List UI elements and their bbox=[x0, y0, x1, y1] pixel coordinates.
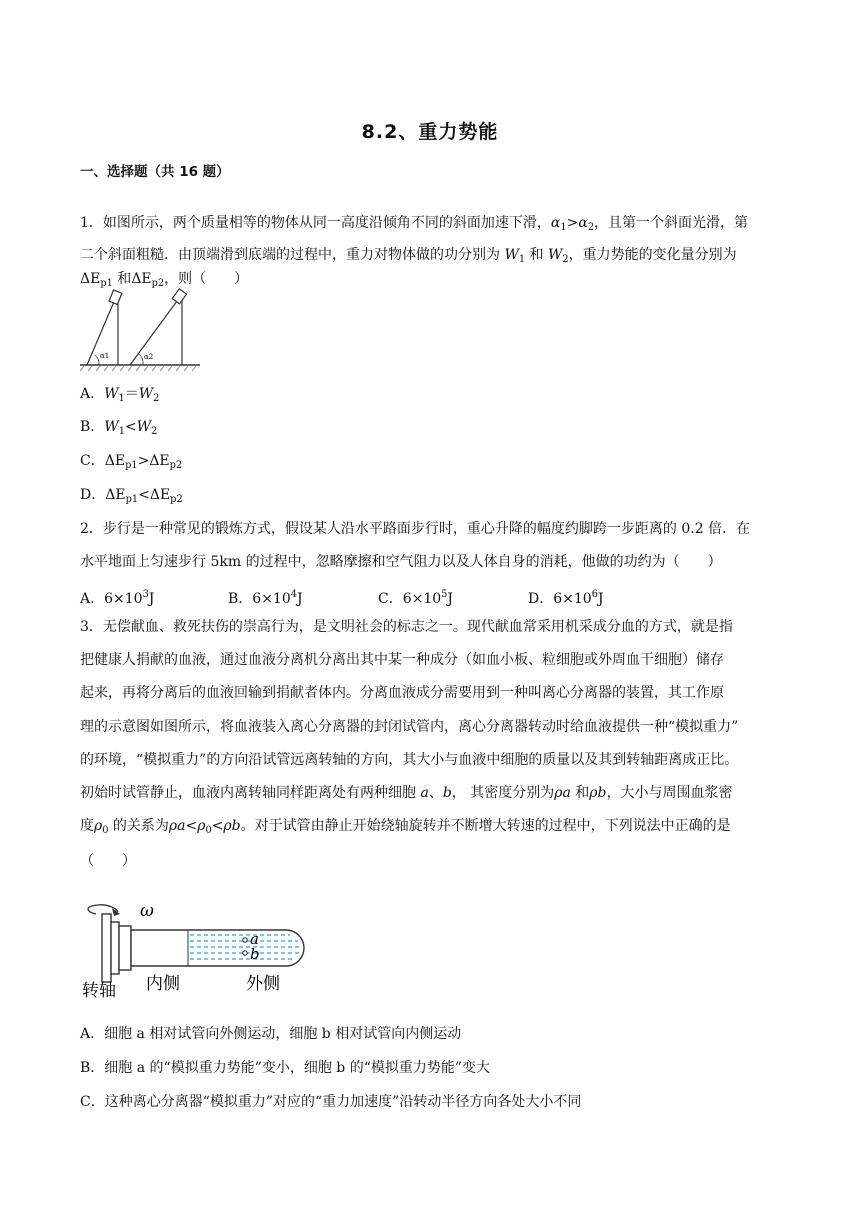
q3-option-c[interactable]: C．这种离心分离器“模拟重力”对应的“重力加速度”沿转动半径方向各处大小不同 bbox=[80, 1094, 582, 1110]
q1-line-1: 1．如图所示，两个质量相等的物体从同一高度沿倾角不同的斜面加速下滑，$\alpha_1>\alpha_2$，且第一个斜面光滑，第 bbox=[80, 215, 749, 233]
q2-option-b[interactable]: B．$6\times 10^4J$ bbox=[228, 589, 303, 607]
inclines-figure bbox=[78, 285, 208, 375]
q2-line-1: 2．步行是一种常见的锻炼方式，假设某人沿水平路面步行时，重心升降的幅度约脚跨一步距离的 0.2 倍．在 bbox=[80, 521, 751, 537]
q3-line-5: 的环境，“模拟重力”的方向沿试管远离转轴的方向，其大小与血液中细胞的质量以及其到转轴距离成正比。 bbox=[80, 752, 739, 768]
block-1 bbox=[109, 290, 122, 304]
q3-line-7: 度$\rho_0$ 的关系为$\rho a<\rho_0<\rho b$。对于试管由静止开始绕轴旋转并不断增大转速的过程中，下列说法中正确的是 bbox=[80, 818, 731, 836]
q3-option-a[interactable]: A．细胞 a 相对试管向外侧运动，细胞 b 相对试管向内侧运动 bbox=[80, 1026, 462, 1042]
q1-line-2: 二个斜面粗糙．由顶端滑到底端的过程中，重力对物体做的功分别为 $W_1$ 和 $W_2$，重力势能的变化量分别为 bbox=[80, 247, 737, 265]
q2-line-2: 水平地面上匀速步行 5km 的过程中，忽略摩擦和空气阻力以及人体自身的消耗，他做的功约为（ ） bbox=[80, 554, 722, 570]
q1-option-b[interactable]: B．$W_1<W_2$ bbox=[80, 419, 158, 437]
cell-a-label: a bbox=[250, 930, 259, 948]
q3-line-2: 把健康人捐献的血液，通过血液分离机分离出其中某一种成分（如血小板、粒细胞或外周血干细胞）储存 bbox=[80, 652, 724, 668]
cell-b-label: b bbox=[250, 945, 260, 963]
q1-option-d[interactable]: D．$\Delta E_{p1}<\Delta E_{p2}$ bbox=[80, 487, 183, 505]
q3-line-4: 理的示意图如图所示，将血液装入离心分离器的封闭试管内，离心分离器转动时给血液提供一种“模拟重力” bbox=[80, 719, 739, 735]
q1-line-3: $\Delta E_{p1}$ 和$\Delta E_{p2}$，则（ ） bbox=[80, 271, 249, 289]
inner-label: 内侧 bbox=[146, 974, 180, 994]
q2-option-a[interactable]: A．$6\times 10^3J$ bbox=[80, 589, 155, 607]
rotation-axis bbox=[102, 914, 111, 982]
section-heading: 一、选择题（共 16 题） bbox=[80, 164, 230, 180]
omega-label: ω bbox=[140, 901, 154, 921]
cell-a bbox=[243, 938, 247, 942]
q2-option-c[interactable]: C．$6\times 10^5J$ bbox=[378, 589, 454, 607]
test-tube bbox=[131, 930, 304, 966]
q3-line-8: （ ） bbox=[80, 853, 136, 869]
alpha2-label: α2 bbox=[144, 353, 154, 361]
q3-line-6: 初始时试管静止，血液内离转轴同样距离处有两种细胞 a、b， 其密度分别为ρa 和ρb，大小与周围血浆密 bbox=[80, 785, 733, 801]
outer-label: 外侧 bbox=[246, 974, 280, 994]
q3-line-3: 起来，再将分离后的血液回输到捐献者体内。分离血液成分需要用到一种叫离心分离器的装置，其工作原 bbox=[80, 685, 724, 701]
centrifuge-figure bbox=[78, 896, 318, 1001]
alpha1-label: α1 bbox=[100, 352, 110, 360]
q2-option-d[interactable]: D．$6\times 10^6J$ bbox=[528, 589, 604, 607]
axis-label: 转轴 bbox=[82, 981, 116, 1001]
q1-option-a[interactable]: A．$W_1=W_2$ bbox=[80, 386, 160, 404]
incline-2 bbox=[130, 297, 180, 365]
q1-option-c[interactable]: C．$\Delta E_{p1}>\Delta E_{p2}$ bbox=[80, 453, 183, 471]
q3-line-1: 3．无偿献血、救死扶伤的崇高行为，是文明社会的标志之一。现代献血常采用机采成分血的方式，就是指 bbox=[80, 619, 733, 635]
block-2 bbox=[172, 289, 186, 304]
page-title: 8.2、重力势能 bbox=[361, 121, 499, 143]
q3-option-b[interactable]: B．细胞 a 的“模拟重力势能”变小，细胞 b 的“模拟重力势能”变大 bbox=[80, 1060, 491, 1076]
cell-b bbox=[243, 951, 247, 955]
